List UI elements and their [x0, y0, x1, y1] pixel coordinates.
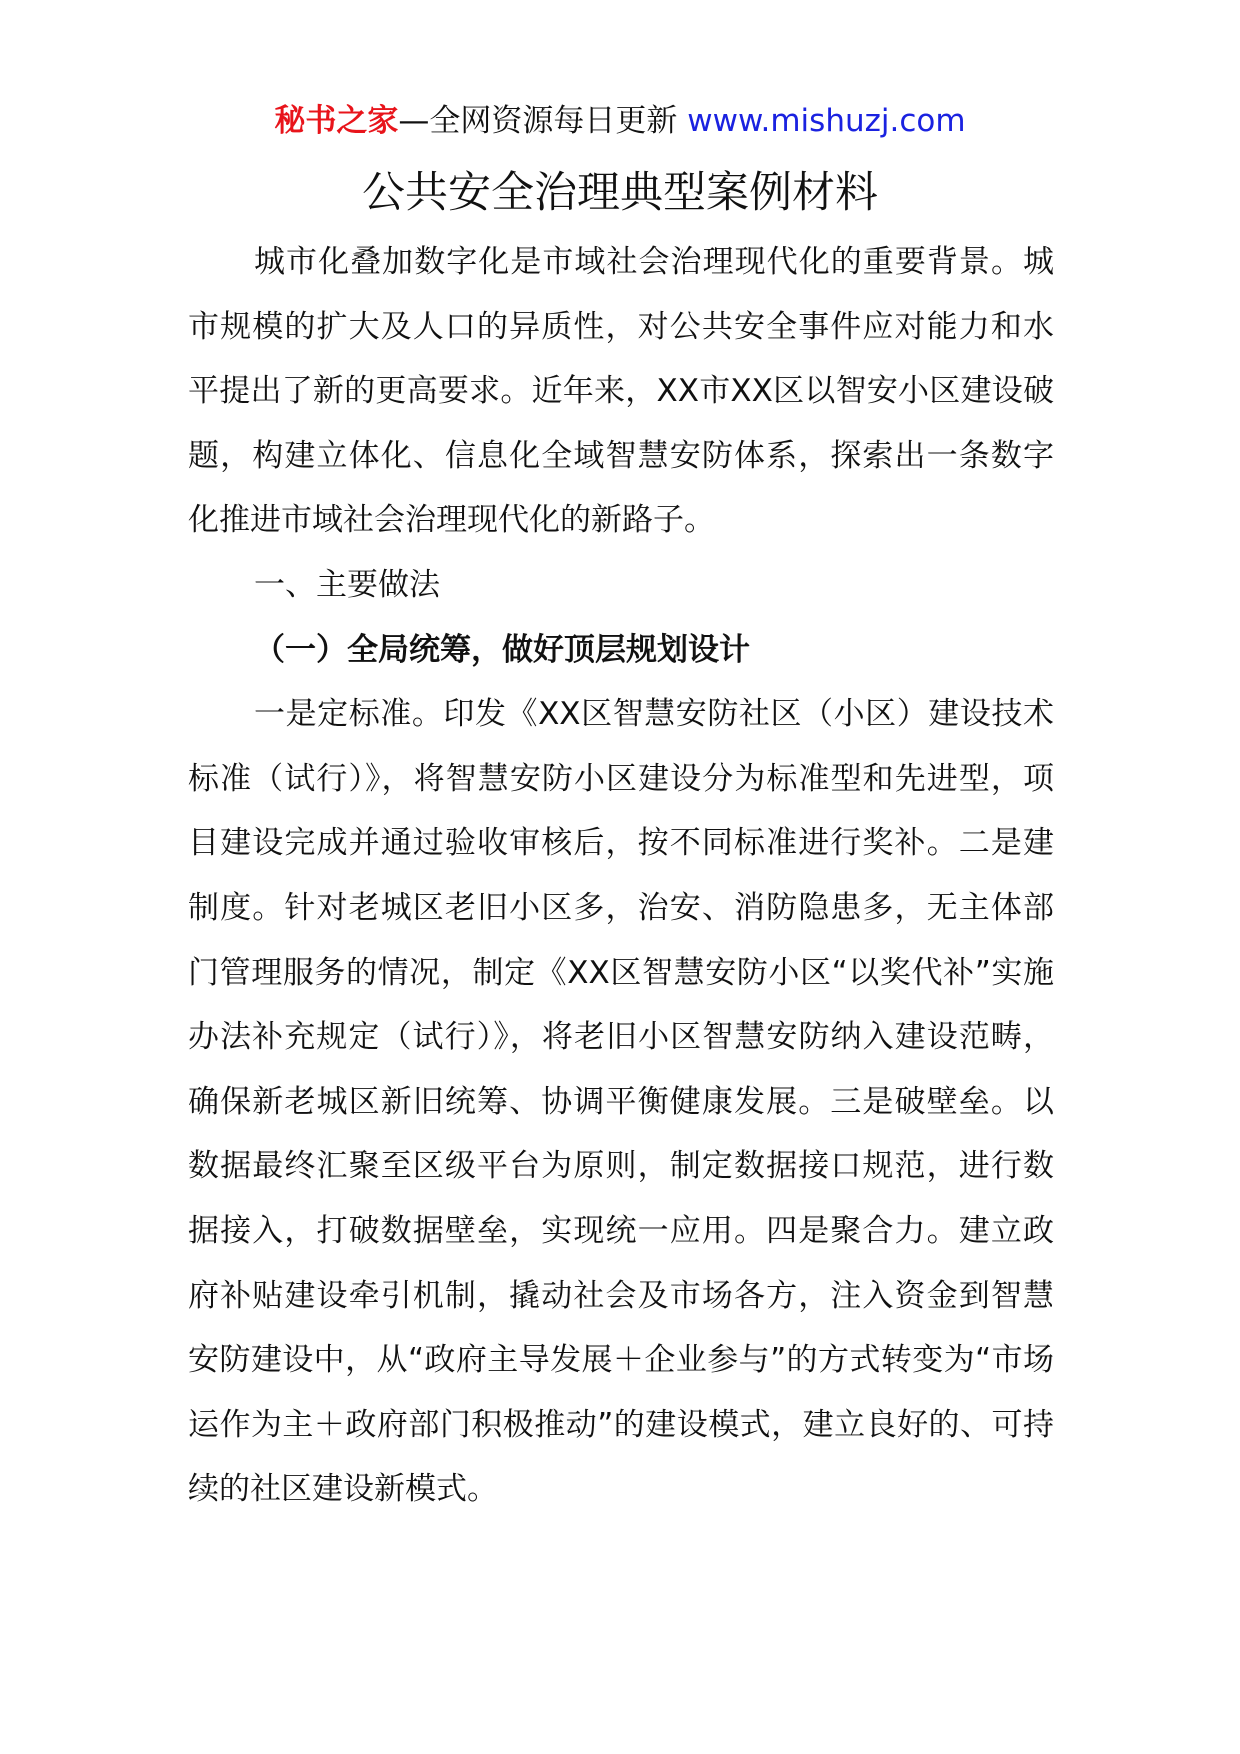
banner-brand: 秘书之家	[274, 103, 399, 139]
section-heading: 一、主要做法	[254, 566, 440, 603]
site-banner	[0, 98, 1240, 144]
banner-tagline: —全网资源每日更新	[398, 103, 678, 139]
body-paragraph: 一是定标准。印发《XX区智慧安防社区（小区）建设技术标准（试行）》，将智慧安防小区建设分为标准型和先进型，项目建设完成并通过验收审核后，按不同标准进行奖补。二是建制度。针对老城区老旧小区多，治安、消防隐患多，无主体部门管理服务的情况，制定《XX区智慧安防小区“以奖代补”实施办法补充规定（试行）》，将老旧小区智慧安防纳入建设范畴，确保新老城区新旧统筹、协调平衡健康发展。三是破壁垒。以数据最终汇聚至区级平台为原则，制定数据接口规范，进行数据接入，打破数据壁垒，实现统一应用。四是聚合力。建立政府补贴建设牵引机制，撬动社会及市场各方，注入资金到智慧安防建设中，从“政府主导发展＋企业参与”的方式转变为“市场运作为主＋政府部门积极推动”的建设模式，建立良好的、可持续的社区建设新模式。	[188, 696, 1054, 1508]
banner-url-link[interactable]: www.mishuzj.com	[687, 103, 966, 139]
intro-paragraph: 城市化叠加数字化是市域社会治理现代化的重要背景。城市规模的扩大及人口的异质性，对公共安全事件应对能力和水平提出了新的更高要求。近年来，XX市XX区以智安小区建设破题，构建立体化、信息化全域智慧安防体系，探索出一条数字化推进市域社会治理现代化的新路子。	[188, 244, 1054, 539]
subsection-heading: （一）全局统筹，做好顶层规划设计	[254, 631, 750, 668]
document-body	[188, 230, 1054, 1522]
document-title: 公共安全治理典型案例材料	[362, 168, 878, 218]
